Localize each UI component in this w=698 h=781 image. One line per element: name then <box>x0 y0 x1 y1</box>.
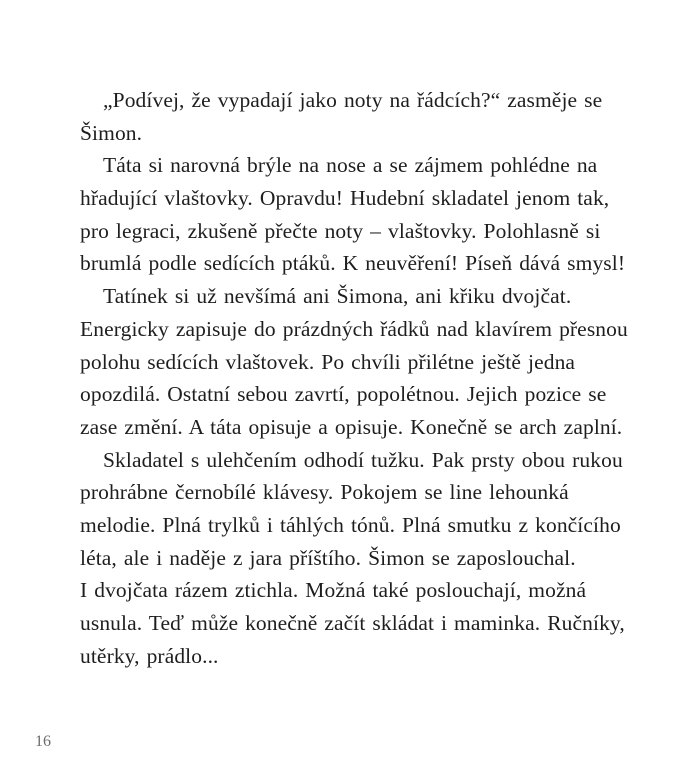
text-line: brumlá podle sedících ptáků. K neuvěření! Píseň dává smysl! <box>80 251 626 276</box>
text-line: Táta si narovná brýle na nose a se zájmem pohlédne na <box>103 153 598 178</box>
paragraph <box>80 84 668 149</box>
text-line: opozdilá. Ostatní sebou zavrtí, popolétnou. Jejich pozice se <box>80 382 607 407</box>
text-line: léta, ale i naděje z jara příštího. Šimon se zaposlouchal. <box>80 545 576 570</box>
paragraph <box>80 149 668 280</box>
paragraph <box>80 444 668 673</box>
text-line: „Podívej, že vypadají jako noty na řádcích?“ zasměje se <box>103 88 603 112</box>
story-text <box>80 84 668 672</box>
text-line: usnula. Teď může konečně začít skládat i maminka. Ručníky, <box>80 611 625 635</box>
text-line: polohu sedících vlaštovek. Po chvíli přilétne ještě jedna <box>80 349 576 374</box>
text-line: Skladatel s ulehčením odhodí tužku. Pak prsty obou rukou <box>103 447 623 472</box>
text-line: I dvojčata rázem ztichla. Možná také poslouchají, možná <box>80 578 587 603</box>
page-number: 16 <box>35 733 51 750</box>
text-line: pro legraci, zkušeně přečte noty – vlaštovky. Polohlasně si <box>80 218 601 243</box>
text-line: utěrky, prádlo... <box>80 643 219 668</box>
text-line: Šimon. <box>80 120 143 145</box>
text-line: Energicky zapisuje do prázdných řádků nad klavírem přesnou <box>80 316 628 341</box>
paragraph <box>80 280 668 443</box>
text-line: hřadující vlaštovky. Opravdu! Hudební skladatel jenom tak, <box>80 186 610 211</box>
text-line: Tatínek si už nevšímá ani Šimona, ani křiku dvojčat. <box>103 284 572 309</box>
text-line: prohrábne černobílé klávesy. Pokojem se line lehounká <box>80 480 569 505</box>
text-line: zase změní. A táta opisuje a opisuje. Konečně se arch zaplní. <box>80 414 623 439</box>
text-line: melodie. Plná trylků i táhlých tónů. Plná smutku z končícího <box>80 512 621 537</box>
